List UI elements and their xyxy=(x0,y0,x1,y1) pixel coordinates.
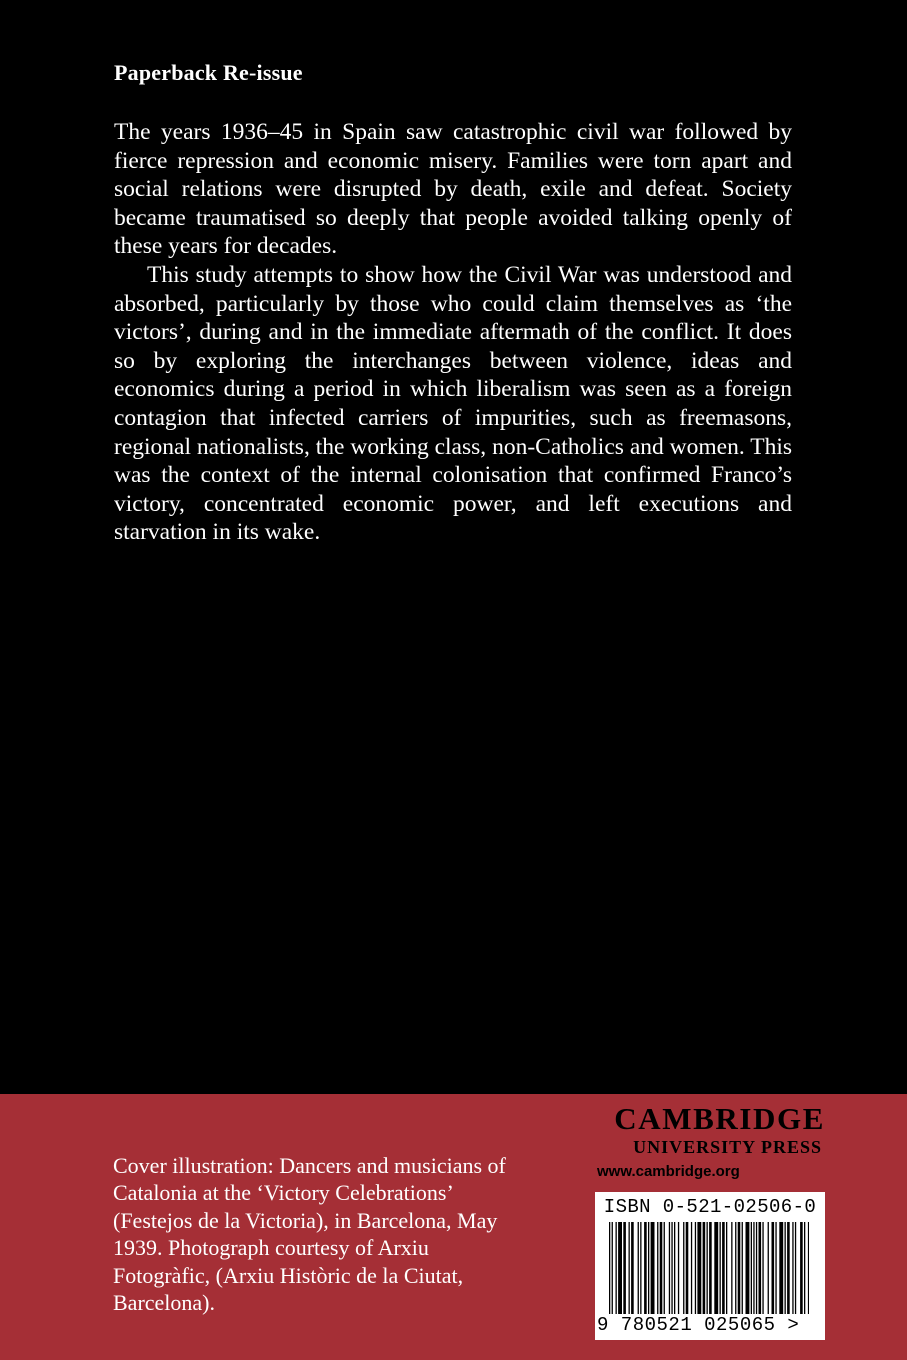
barcode-image xyxy=(609,1222,809,1314)
barcode-bar xyxy=(651,1222,655,1314)
barcode-bar xyxy=(795,1222,796,1314)
barcode-bar xyxy=(707,1222,708,1314)
barcode-bar xyxy=(618,1222,622,1314)
barcode-bar xyxy=(648,1222,649,1314)
barcode-bar xyxy=(629,1222,630,1314)
blurb xyxy=(114,118,792,547)
barcode-bar xyxy=(644,1222,647,1314)
barcode-bar xyxy=(631,1222,634,1314)
barcode-bar xyxy=(609,1222,610,1314)
barcode-bar xyxy=(746,1222,750,1314)
barcode-bar xyxy=(623,1222,626,1314)
barcode-bar xyxy=(742,1222,743,1314)
barcode-bar xyxy=(804,1222,805,1314)
barcode-bar xyxy=(731,1222,732,1314)
barcode-bar xyxy=(772,1222,775,1314)
barcode-bar xyxy=(683,1222,684,1314)
blurb-paragraph-1: The years 1936–45 in Spain saw catastrophic civil war followed by fierce repression and economic misery. Families were torn apart and social relations were disrupted by death, exile and defeat. Society became traumatised so deeply that people avoided talking openly of these years for decades. xyxy=(114,119,792,260)
barcode-bar xyxy=(808,1222,809,1314)
barcode-bar xyxy=(678,1222,679,1314)
barcode-bar xyxy=(775,1222,776,1314)
barcode-bar xyxy=(792,1222,793,1314)
reissue-label: Paperback Re-issue xyxy=(114,60,303,85)
cover-credit: Cover illustration: Dancers and musicians of Catalonia at the ‘Victory Celebrations’ (Festejos de la Victoria), in Barcelona, May 1939. Photograph courtesy of Arxiu Fotogràfic, (Arxiu Històric de la Ciutat, Barcelona). xyxy=(113,1153,506,1316)
barcode-bar xyxy=(738,1222,741,1314)
barcode-bar xyxy=(657,1222,658,1314)
barcode-bar xyxy=(638,1222,639,1314)
barcode-bar xyxy=(720,1222,721,1314)
barcode-bar xyxy=(714,1222,718,1314)
barcode-bar xyxy=(671,1222,672,1314)
publisher-url: www.cambridge.org xyxy=(597,1163,740,1180)
barcode-bar xyxy=(612,1222,613,1314)
barcode-bar xyxy=(787,1222,790,1314)
isbn-digits: 9 780521 025065 > xyxy=(597,1314,800,1336)
barcode-bar xyxy=(756,1222,757,1314)
barcode-bar xyxy=(785,1222,786,1314)
barcode-bar xyxy=(616,1222,617,1314)
barcode-bar xyxy=(751,1222,752,1314)
barcode-bar xyxy=(768,1222,769,1314)
barcode-bar xyxy=(709,1222,712,1314)
barcode-bar xyxy=(640,1222,641,1314)
barcode-bar xyxy=(753,1222,754,1314)
barcode-bar xyxy=(686,1222,689,1314)
publisher-subname: UNIVERSITY PRESS xyxy=(633,1137,822,1157)
isbn-barcode-box xyxy=(595,1192,825,1340)
barcode-bar xyxy=(779,1222,783,1314)
blurb-paragraph-2: This study attempts to show how the Civil War was understood and absorbed, particularly by those who could claim themselves as ‘the victors’, during and in the immediate aftermath of the conflict. It does so by exploring the interchanges between violence, ideas and economics during a period in which liberalism was seen as a foreign contagion that infected carriers of impurities, such as freemasons, regional nationalists, the working class, non-Catholics and women. This was the context of the internal colonisation that confirmed Franco’s victory, concentrated economic power, and left executions and starvation in its wake. xyxy=(114,261,792,546)
barcode-bar xyxy=(762,1222,763,1314)
barcode-bar xyxy=(691,1222,692,1314)
publisher-name: CAMBRIDGE xyxy=(614,1101,825,1136)
barcode-bar xyxy=(695,1222,696,1314)
barcode-bar xyxy=(726,1222,727,1314)
barcode-bar xyxy=(800,1222,803,1314)
barcode-bar xyxy=(669,1222,670,1314)
barcode-bar xyxy=(697,1222,701,1314)
barcode-bar xyxy=(735,1222,736,1314)
isbn-label: ISBN 0-521-02506-0 xyxy=(603,1196,817,1218)
barcode-bar xyxy=(660,1222,663,1314)
barcode-bar xyxy=(674,1222,675,1314)
barcode-bar xyxy=(722,1222,725,1314)
barcode-bar xyxy=(759,1222,762,1314)
barcode-bar xyxy=(664,1222,665,1314)
barcode-bar xyxy=(703,1222,706,1314)
